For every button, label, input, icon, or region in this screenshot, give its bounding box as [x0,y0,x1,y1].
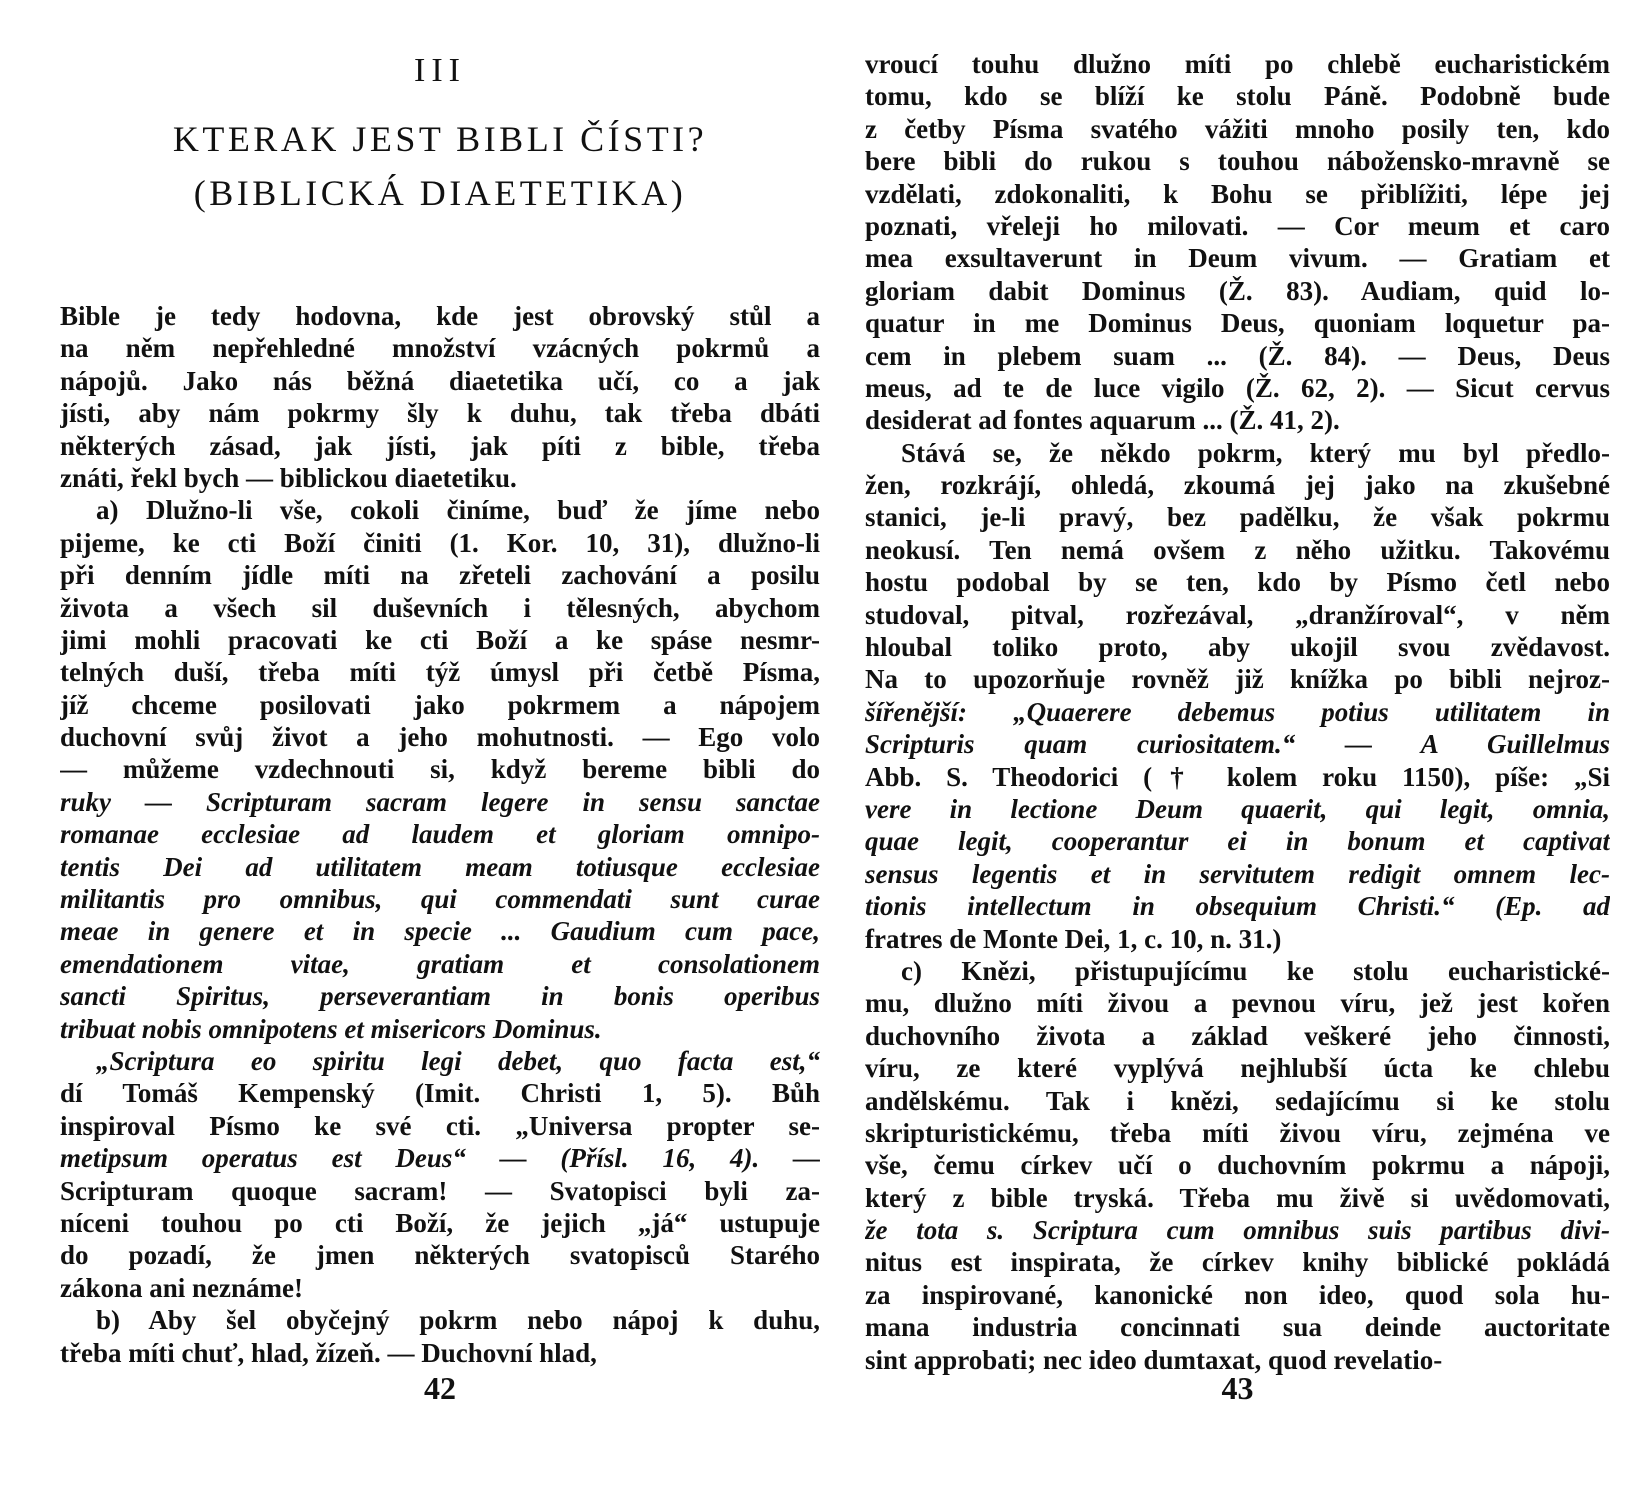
text-line: mu, dlužno míti živou a pevnou víru, jež jest kořen [865,988,1610,1019]
text-line: neokusí. Ten nemá ovšem z něho užitku. Takovému [865,534,1610,565]
text-line: „Scriptura eo spiritu legi debet, quo facta est,“ [96,1045,820,1076]
text-line: který z bible tryská. Třeba mu živě si uvědomovati, [865,1182,1610,1213]
text-line: duchovní svůj život a jeho mohutnosti. — Ego volo [60,722,820,753]
text-line: sint approbati; nec ideo dumtaxat, quod revelatio- [865,1344,1443,1375]
text-line: žen, rozkrájí, ohledá, zkoumá jej jako na zkušebné [865,470,1610,501]
text-line: nápojů. Jako nás běžná diaetetika učí, co a jak [60,365,820,396]
text-line: vere in lectione Deum quaerit, qui legit, omnia, [865,793,1610,824]
text-line: tomu, kdo se blíží ke stolu Páně. Podobně bude [865,81,1610,112]
text-line: studoval, pitval, rozřezával, „dranžíroval“, v něm [865,599,1610,630]
text-line: zákona ani neznáme! [60,1272,303,1303]
text-line: znáti, řekl bych — biblickou diaetetiku. [60,462,517,493]
chapter-title-line: KTERAK JEST BIBLI ČÍSTI? [172,119,708,159]
text-line: za inspirované, kanonické non ideo, quod sola hu- [865,1279,1610,1310]
text-line: dí Tomáš Kempenský (Imit. Christi 1, 5). Bůh [60,1078,820,1109]
page-number-left: 42 [424,1370,456,1406]
chapter-subtitle-line: (BIBLICKÁ DIAETETIKA) [193,173,687,213]
text-line: z četby Písma svatého vážiti mnoho posily ten, kdo [865,113,1610,144]
text-line: na něm nepřehledné množství vzácných pokrmů a [60,333,820,364]
left-body-text [60,300,820,1369]
text-line: tentis Dei ad utilitatem meam totiusque ecclesiae [60,851,820,882]
text-line: poznati, vřeleji ho milovati. — Cor meum et caro [865,210,1610,241]
text-line: romanae ecclesiae ad laudem et gloriam omnipo- [60,819,820,850]
text-line: quae legit, cooperantur ei in bonum et captivat [865,826,1610,857]
text-line: — můžeme vzdechnouti si, když bereme bibli do [60,754,820,785]
text-line: tribuat nobis omnipotens et misericors Dominus. [60,1013,602,1044]
text-line: Scripturis quam curiositatem.“ — A Guillelmus [865,729,1610,760]
text-line: některých zásad, jak jísti, jak píti z bible, třeba [60,430,820,461]
text-line: ruky — Scripturam sacram legere in sensu sanctae [60,786,820,817]
text-line: skripturistickému, třeba míti živou víru, zejména ve [865,1117,1610,1148]
text-line: telných duší, třeba míti týž úmysl při četbě Písma, [60,657,820,688]
text-line: mana industria concinnati sua deinde auctoritate [865,1312,1610,1343]
text-line: jísti, aby nám pokrmy šly k duhu, tak třeba dbáti [60,398,820,429]
text-line: pijeme, ke cti Boží činiti (1. Kor. 10, 31), dlužno-li [60,527,820,558]
text-line: šířenější: „Quaerere debemus potius utilitatem in [865,696,1610,727]
text-line: c) Knězi, přistupujícímu ke stolu eucharistické- [901,955,1610,986]
text-line: sancti Spiritus, perseverantiam in bonis operibus [60,981,820,1012]
page-number-right: 43 [1221,1370,1254,1406]
text-line: víru, ze které vyplývá nejhlubší úcta ke chlebu [865,1053,1610,1084]
text-line: meae in genere et in specie ... Gaudium cum pace, [60,916,820,947]
text-line: jíž chceme posilovati jako pokrmem a nápojem [60,689,820,720]
right-body-text [865,48,1610,1376]
text-line: vzdělati, zdokonaliti, k Bohu se přiblížiti, lépe jej [865,178,1610,209]
text-line: vše, čemu církev učí o duchovním pokrmu a nápoji, [865,1150,1610,1181]
text-line: Abb. S. Theodorici († kolem roku 1150), píše: „Si [865,761,1610,792]
text-line: a) Dlužno-li vše, cokoli činíme, buď že jíme nebo [96,495,820,526]
text-line: fratres de Monte Dei, 1, c. 10, n. 31.) [865,923,1282,954]
text-line: mea exsultaverunt in Deum vivum. — Gratiam et [865,243,1610,274]
text-line: meus, ad te de luce vigilo (Ž. 62, 2). — Sicut cervus [865,372,1610,403]
text-line: hostu podobal by se ten, kdo by Písmo četl nebo [865,567,1610,598]
text-line: jimi mohli pracovati ke cti Boží a ke spáse nesmr- [60,624,820,655]
text-line: vroucí touhu dlužno míti po chlebě eucharistickém [865,49,1610,79]
text-line: Scripturam quoque sacram! — Svatopisci byli za- [60,1175,820,1206]
text-line: gloriam dabit Dominus (Ž. 83). Audiam, quid lo- [865,275,1610,306]
text-line: nitus est inspirata, že církev knihy biblické pokládá [865,1247,1610,1278]
text-line: tionis intellectum in obsequium Christi.“ (Ep. ad [865,891,1610,922]
right-page [865,0,1610,1500]
text-line: stanici, je-li pravý, bez padělku, že však pokrmu [865,502,1610,533]
text-line: cem in plebem suam ... (Ž. 84). — Deus, Deus [865,340,1610,371]
text-line: duchovního života a základ veškeré jeho činnosti, [865,1020,1610,1051]
left-page [60,0,820,1500]
text-line: Bible je tedy hodovna, kde jest obrovský stůl a [60,301,820,331]
text-line: militantis pro omnibus, qui commendati sunt curae [60,884,820,915]
text-line: quatur in me Dominus Deus, quoniam loquetur pa- [865,308,1610,339]
text-line: bere bibli do rukou s touhou nábožensko-mravně se [865,146,1610,177]
text-line: při denním jídle míti na zřeteli zachování a posilu [60,560,820,591]
text-line: níceni touhou po cti Boží, že jejich „já“ ustupuje [60,1207,820,1238]
text-line: desiderat ad fontes aquarum ... (Ž. 41, 2). [865,405,1340,436]
text-line: emendationem vitae, gratiam et consolationem [60,948,820,979]
text-line: b) Aby šel obyčejný pokrm nebo nápoj k duhu, [96,1305,820,1336]
text-line: Na to upozorňuje rovněž již knížka po bibli nejroz- [865,664,1610,695]
text-line: andělskému. Tak i knězi, sedajícímu si ke stolu [865,1085,1610,1116]
text-line: do pozadí, že jmen některých svatopisců Starého [60,1240,820,1271]
text-line: sensus legentis et in servitutem redigit omnem lec- [865,858,1610,889]
text-line: třeba míti chuť, hlad, žízeň. — Duchovní hlad, [60,1337,597,1368]
text-line: hloubal toliko proto, aby ukojil svou zvědavost. [865,632,1610,663]
text-line: Stává se, že někdo pokrm, který mu byl předlo- [901,437,1610,468]
text-line: života a všech sil duševních i tělesných, abychom [60,592,820,623]
text-line: metipsum operatus est Deus“ — (Přísl. 16, 4). — [60,1143,820,1174]
text-line: inspiroval Písmo ke své cti. „Universa propter se- [60,1110,820,1141]
chapter-number: III [414,52,466,89]
chapter-title [60,112,820,220]
text-line: že tota s. Scriptura cum omnibus suis partibus divi- [865,1215,1610,1246]
